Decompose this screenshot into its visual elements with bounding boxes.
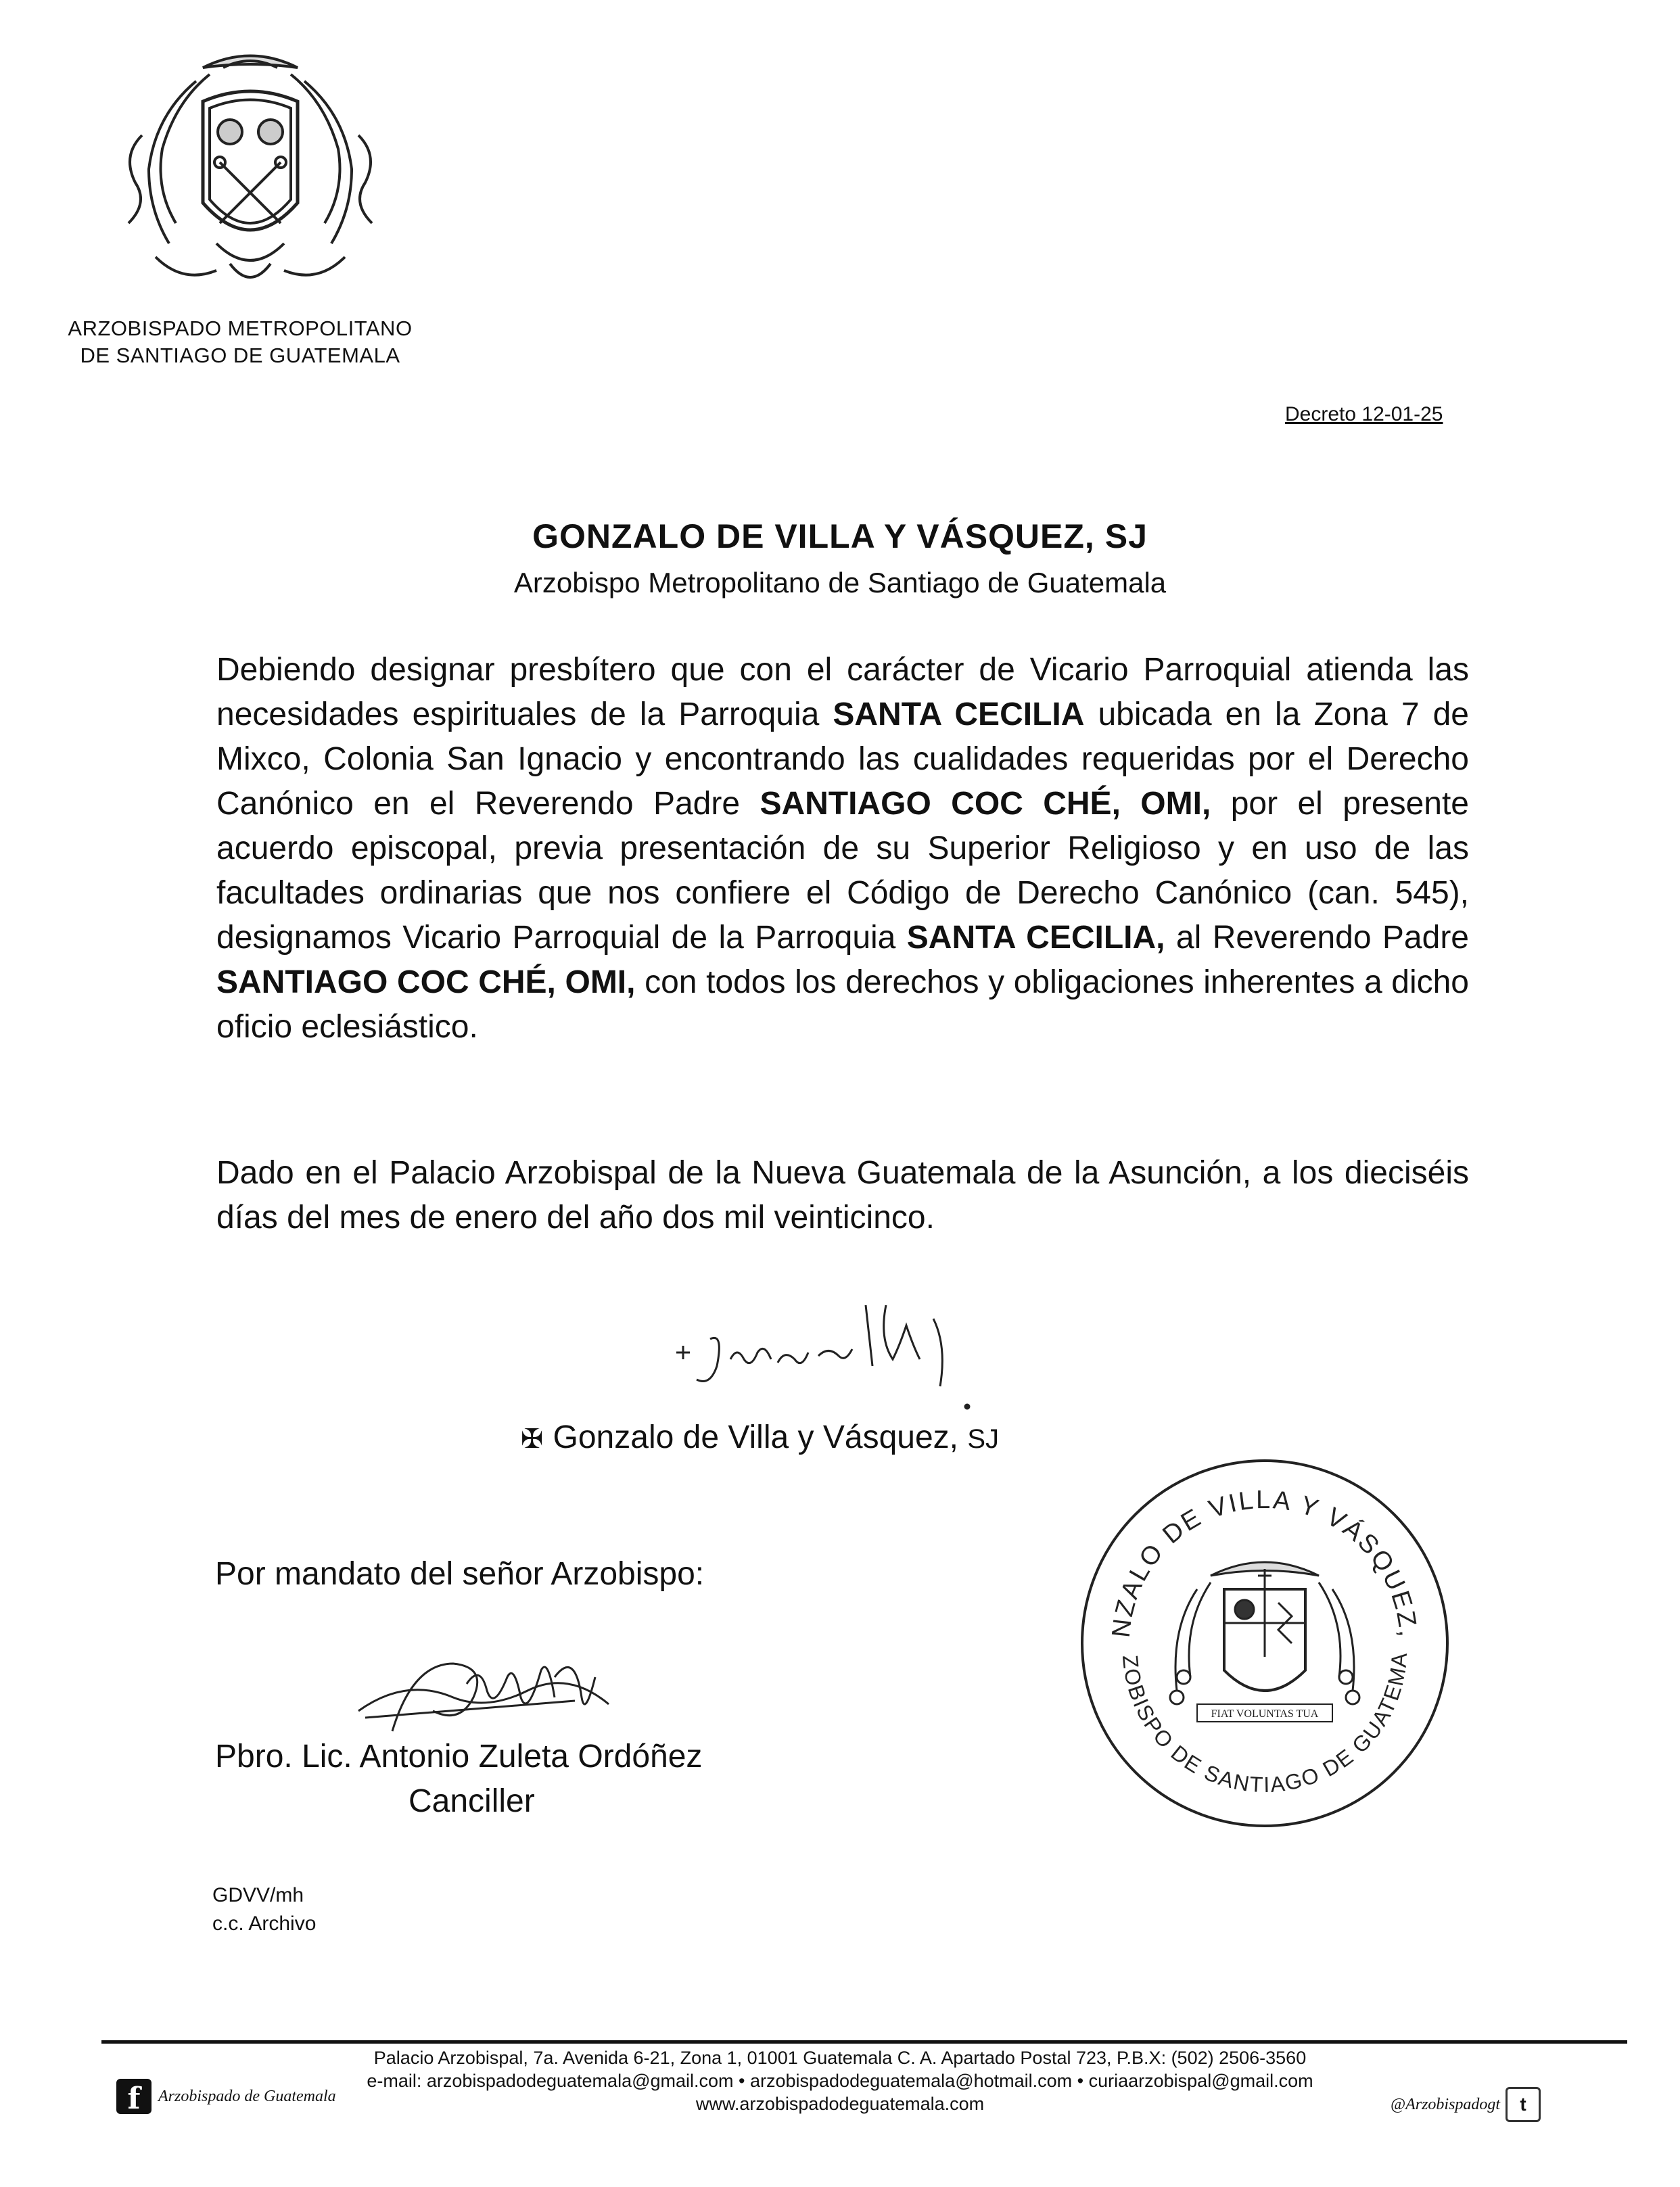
priest-name-1: SANTIAGO COC CHÉ, OMI,: [760, 786, 1211, 822]
footer-divider: [101, 2040, 1627, 2044]
body-paragraph-decree: [216, 648, 1469, 1050]
facebook-link[interactable]: [116, 2079, 336, 2114]
archbishop-suffix: SJ: [967, 1424, 1000, 1454]
archbishop-signature-name: [521, 1419, 999, 1456]
footer-website: www.arzobispadodeguatemala.com: [695, 2094, 985, 2114]
org-name-line2: DE SANTIAGO DE GUATEMALA: [80, 344, 400, 367]
footer-emails: e-mail: arzobispadodeguatemala@gmail.com • arzobispadodeguatemala@hotmail.com • curiaarzobispal@gmail.com: [367, 2071, 1313, 2091]
initials-line2: c.c. Archivo: [212, 1912, 317, 1935]
twitter-label: @Arzobispadogt: [1391, 2095, 1501, 2113]
cross-icon: ✠: [521, 1424, 544, 1454]
seal-motto: FIAT VOLUNTAS TUA: [1211, 1708, 1319, 1720]
facebook-icon: f: [116, 2079, 151, 2114]
org-name-line1: ARZOBISPADO METROPOLITANO: [68, 316, 413, 340]
mandate-line: Por mandato del señor Arzobispo:: [215, 1556, 705, 1592]
initials-line1: GDVV/mh: [212, 1884, 304, 1906]
footer-address: Palacio Arzobispal, 7a. Avenida 6-21, Zona 1, 01001 Guatemala C. A. Apartado Postal 723, P.B.X: (502) 2506-3560: [373, 2048, 1307, 2068]
p1-text-i: con todos los derechos y obligaciones inherentes a dicho oficio eclesiástico.: [216, 964, 1469, 1045]
organization-name: [41, 315, 440, 369]
document-subtitle: Arzobispo Metropolitano de Santiago de Guatemala: [513, 567, 1167, 598]
twitter-icon: t: [1506, 2087, 1541, 2122]
decree-reference: Decreto 12-01-25: [1285, 403, 1443, 425]
archbishop-seal-stamp: [1075, 1454, 1454, 1833]
parish-name-1: SANTA CECILIA: [833, 697, 1085, 732]
reference-initials: [212, 1881, 316, 1938]
p1-text-c: ubicada en la Zona 7 de Mixco, Colonia San Ignacio y encontrando las cualidades requeridas por el Derecho Canónico en el Reverendo Padre: [216, 697, 1469, 822]
chancellor-signature: [352, 1637, 622, 1738]
chancellor-name: Pbro. Lic. Antonio Zuleta Ordóñez: [215, 1739, 703, 1774]
parish-name-2: SANTA CECILIA,: [906, 920, 1165, 956]
document-title: GONZALO DE VILLA Y VÁSQUEZ, SJ: [532, 517, 1148, 555]
body-paragraph-date: Dado en el Palacio Arzobispal de la Nueva Guatemala de la Asunción, a los dieciséis días del mes de enero del año dos mil veinticinco.: [216, 1155, 1469, 1236]
p1-text-e: por el presente acuerdo episcopal, previa presentación de su Superior Religioso y en uso de las facultades ordinarias que nos confiere el Código de Derecho Canónico (can. 545), designamos Vicario Parroquial de la Parroquia: [216, 786, 1470, 956]
archdiocese-crest-icon: [101, 41, 399, 311]
chancellor-role: Canciller: [409, 1783, 535, 1819]
archbishop-name-text: Gonzalo de Villa y Vásquez,: [553, 1419, 968, 1455]
facebook-label: Arzobispado de Guatemala: [158, 2087, 336, 2105]
p1-text-g: al Reverendo Padre: [1165, 920, 1469, 956]
p1-text-a: Debiendo designar presbítero que con el carácter de Vicario Parroquial atienda las necesidades espirituales de la Parroquia: [216, 652, 1469, 732]
seal-top-text: NZALO DE VILLA Y VÁSQUEZ,: [1106, 1486, 1422, 1640]
seal-bottom-text: ZOBISPO DE SANTIAGO DE GUATEMA: [1117, 1651, 1412, 1797]
priest-name-2: SANTIAGO COC CHÉ, OMI,: [216, 964, 636, 1000]
archbishop-signature: [663, 1285, 974, 1420]
twitter-link[interactable]: [1391, 2087, 1541, 2122]
